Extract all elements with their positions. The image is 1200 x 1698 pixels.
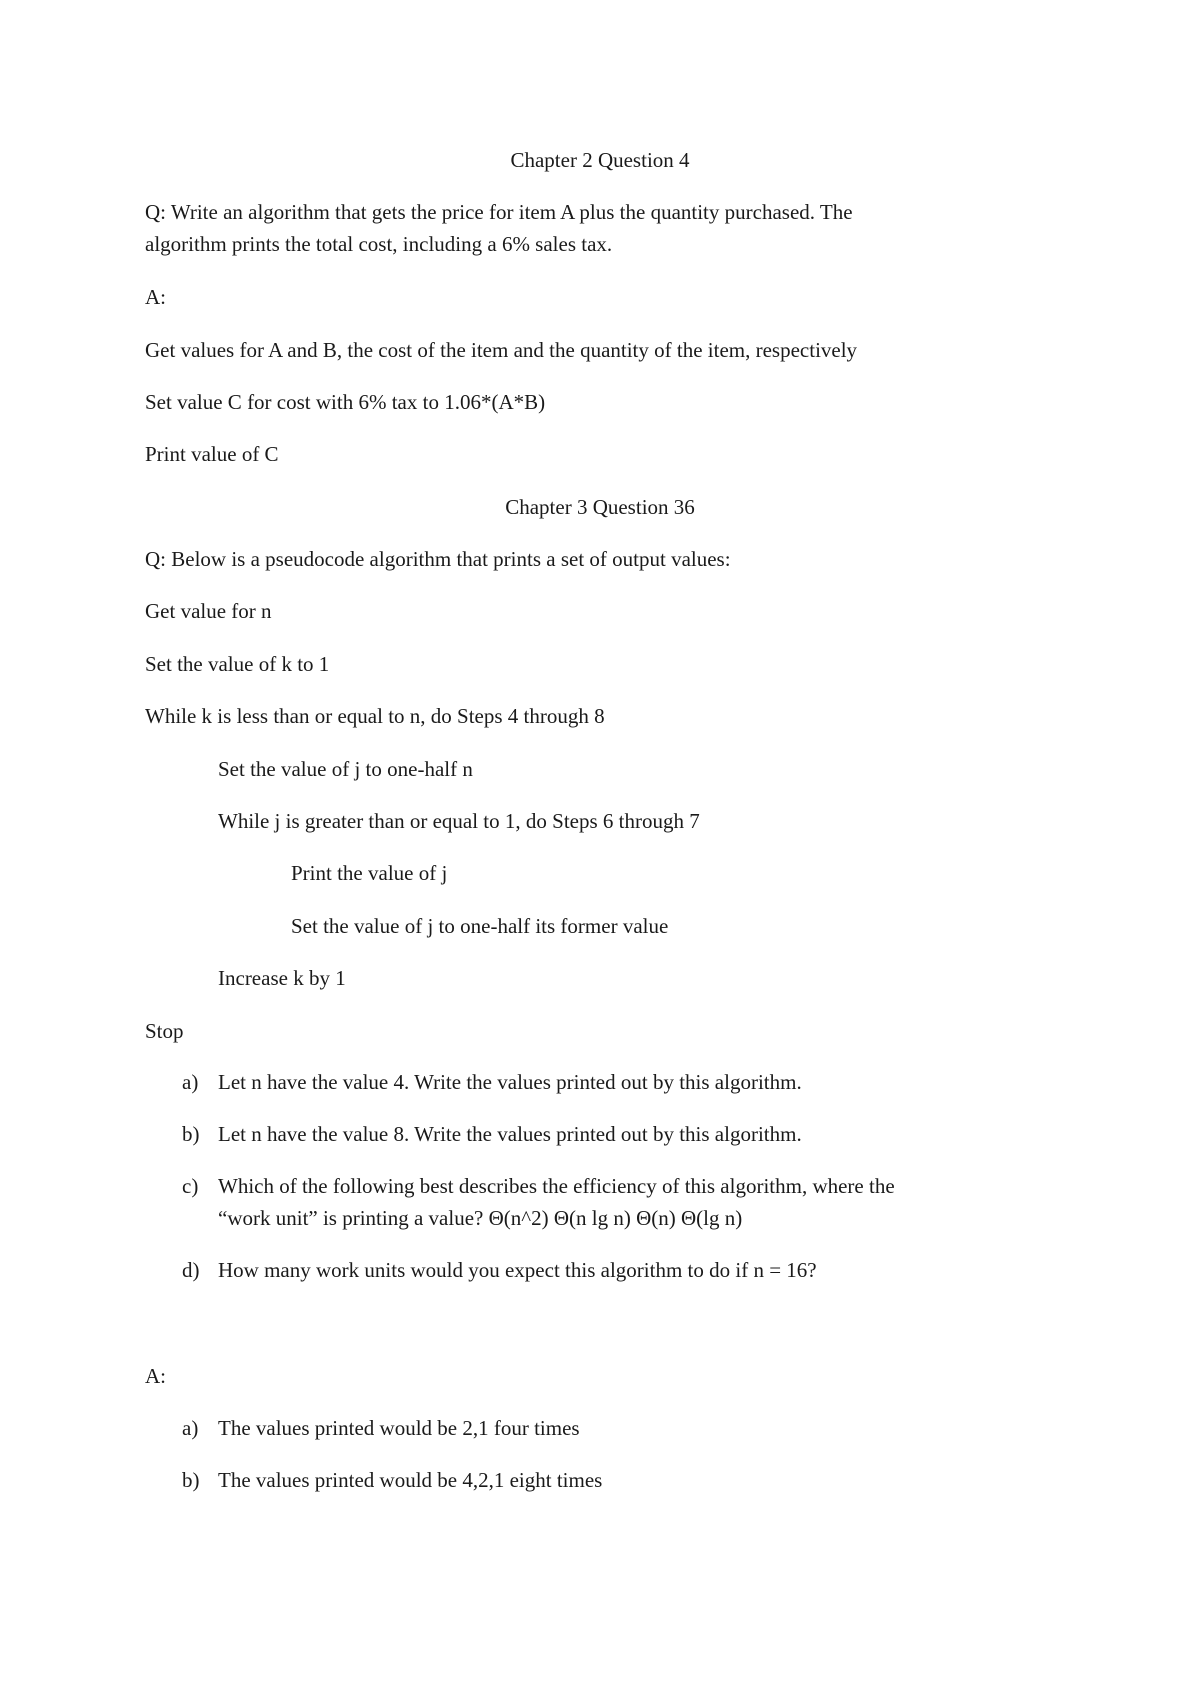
chapter2-question-line2: algorithm prints the total cost, including a 6% sales tax. — [145, 232, 613, 256]
pseudocode-line: Increase k by 1 — [218, 966, 346, 990]
part-text: Let n have the value 4. Write the values printed out by this algorithm. — [218, 1070, 802, 1094]
part-text: Which of the following best describes the efficiency of this algorithm, where the — [218, 1174, 895, 1198]
chapter2-answer-step: Get values for A and B, the cost of the item and the quantity of the item, respectively — [145, 338, 858, 362]
chapter3-heading: Chapter 3 Question 36 — [505, 495, 695, 519]
part-marker: a) — [182, 1070, 199, 1094]
pseudocode-line: Set the value of j to one-half its former value — [291, 914, 669, 938]
chapter3-question-intro: Q: Below is a pseudocode algorithm that prints a set of output values: — [145, 547, 731, 571]
answer-marker: a) — [182, 1416, 199, 1440]
part-text-continued: “work unit” is printing a value? Θ(n^2) Θ(n lg n) Θ(n) Θ(lg n) — [218, 1206, 743, 1230]
chapter2-question-line1: Q: Write an algorithm that gets the price for item A plus the quantity purchased. The — [145, 200, 853, 224]
part-marker: d) — [182, 1258, 200, 1282]
pseudocode-line: Stop — [145, 1019, 184, 1043]
chapter3-answer-label: A: — [145, 1364, 166, 1388]
pseudocode-line: Set the value of k to 1 — [145, 652, 330, 676]
part-text: Let n have the value 8. Write the values printed out by this algorithm. — [218, 1122, 802, 1146]
pseudocode-line: While k is less than or equal to n, do Steps 4 through 8 — [145, 704, 605, 728]
answer-text: The values printed would be 4,2,1 eight times — [218, 1468, 603, 1492]
part-marker: b) — [182, 1122, 200, 1146]
answer-text: The values printed would be 2,1 four times — [218, 1416, 580, 1440]
chapter2-answer-label: A: — [145, 285, 166, 309]
part-marker: c) — [182, 1174, 199, 1198]
answer-marker: b) — [182, 1468, 200, 1492]
chapter2-heading: Chapter 2 Question 4 — [510, 148, 690, 172]
pseudocode-line: Print the value of j — [291, 861, 448, 885]
pseudocode-line: Get value for n — [145, 599, 272, 623]
chapter2-answer-step: Set value C for cost with 6% tax to 1.06*(A*B) — [145, 390, 546, 414]
pseudocode-line: While j is greater than or equal to 1, do Steps 6 through 7 — [218, 809, 700, 833]
pseudocode-line: Set the value of j to one-half n — [218, 757, 473, 781]
part-text: How many work units would you expect this algorithm to do if n = 16? — [218, 1258, 817, 1282]
chapter2-answer-step: Print value of C — [145, 442, 279, 466]
